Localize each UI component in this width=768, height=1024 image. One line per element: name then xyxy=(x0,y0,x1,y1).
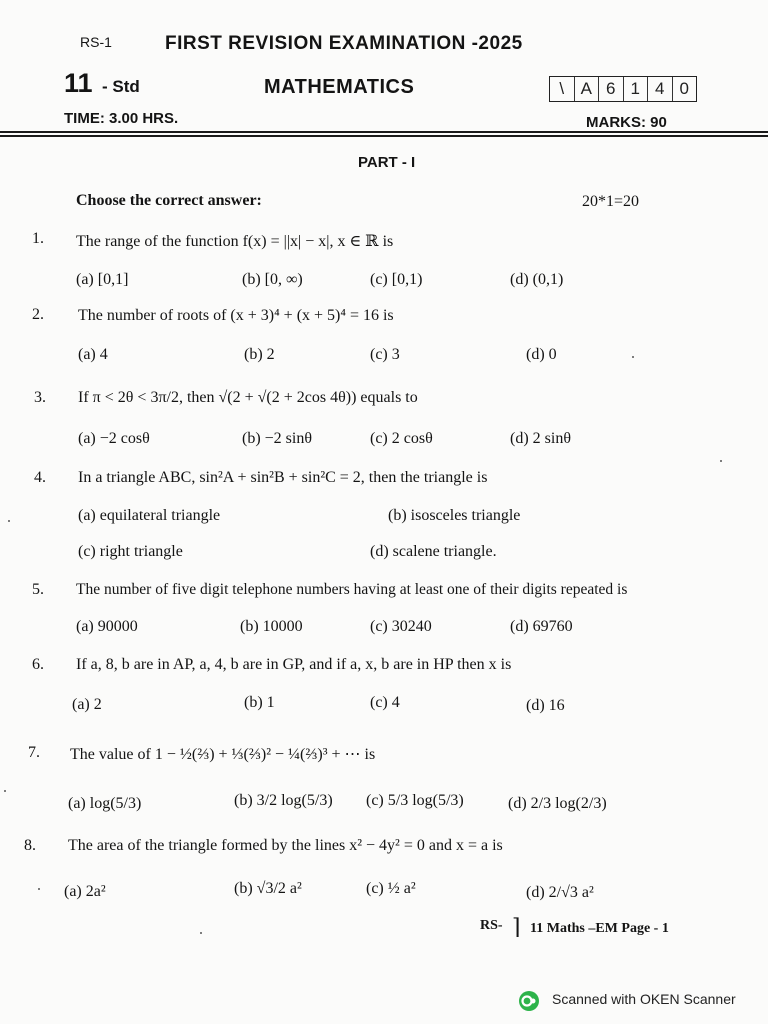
option-a: (a) −2 cosθ xyxy=(78,430,150,447)
scan-speck xyxy=(200,932,202,934)
option-c: (c) right triangle xyxy=(78,543,183,560)
question-text: In a triangle ABC, sin²A + sin²B + sin²C = 2, then the triangle is xyxy=(78,469,488,486)
question-text: The number of roots of (x + 3)⁴ + (x + 5)⁴ = 16 is xyxy=(78,307,394,324)
question-number: 8. xyxy=(24,837,36,854)
question-number: 5. xyxy=(32,581,44,598)
option-c: (c) [0,1) xyxy=(370,271,423,288)
option-d: (d) 16 xyxy=(526,697,565,714)
option-c: (c) 3 xyxy=(370,346,400,363)
register-digit: A xyxy=(574,77,599,101)
register-digit: 0 xyxy=(672,77,697,101)
option-a: (a) [0,1] xyxy=(76,271,129,288)
option-b: (b) 2 xyxy=(244,346,275,363)
question-text: If a, 8, b are in AP, a, 4, b are in GP, and if a, x, b are in HP then x is xyxy=(76,656,512,673)
header-divider xyxy=(0,135,768,137)
instructions: Choose the correct answer: xyxy=(76,192,262,209)
option-c: (c) 2 cosθ xyxy=(370,430,433,447)
scan-speck xyxy=(38,888,40,890)
option-d: (d) 2/3 log(2/3) xyxy=(508,795,607,812)
option-a: (a) 2 xyxy=(72,696,102,713)
question-text: The area of the triangle formed by the lines x² − 4y² = 0 and x = a is xyxy=(68,837,503,854)
scan-speck xyxy=(632,356,634,358)
option-b: (b) [0, ∞) xyxy=(242,271,303,288)
option-c: (c) 5/3 log(5/3) xyxy=(366,792,464,809)
option-d: (d) 2/√3 a² xyxy=(526,884,594,901)
register-digit: 1 xyxy=(623,77,648,101)
footer-code: RS- xyxy=(480,918,503,933)
exam-title: FIRST REVISION EXAMINATION -2025 xyxy=(165,33,523,54)
scan-speck xyxy=(720,460,722,462)
question-text: The value of 1 − ½(⅔) + ⅓(⅔)² − ¼(⅔)³ + ⋯ is xyxy=(70,746,376,763)
option-d: (d) 69760 xyxy=(510,618,573,635)
option-a: (a) 4 xyxy=(78,346,108,363)
part-heading: PART - I xyxy=(358,154,416,171)
register-digit: \ xyxy=(559,79,565,98)
question-number: 3. xyxy=(34,389,46,406)
question-number: 7. xyxy=(28,744,40,761)
page-label: 11 Maths –EM Page - 1 xyxy=(530,921,669,936)
option-d: (d) 0 xyxy=(526,346,557,363)
header-divider xyxy=(0,131,768,133)
option-a: (a) log(5/3) xyxy=(68,795,142,812)
question-text: The range of the function f(x) = ||x| − x|, x ∈ ℝ is xyxy=(76,233,394,250)
standard-number: 11 xyxy=(64,68,93,98)
question-number: 2. xyxy=(32,306,44,323)
option-d: (d) (0,1) xyxy=(510,271,564,288)
option-c: (c) 4 xyxy=(370,694,400,711)
exam-time: TIME: 3.00 HRS. xyxy=(64,110,179,127)
option-d: (d) scalene triangle. xyxy=(370,543,497,560)
option-d: (d) 2 sinθ xyxy=(510,430,571,447)
question-number: 4. xyxy=(34,469,46,486)
subject-title: MATHEMATICS xyxy=(264,76,415,98)
option-b: (b) isosceles triangle xyxy=(388,507,521,524)
standard-label: - Std xyxy=(102,77,140,96)
scanner-watermark: Scanned with OKEN Scanner xyxy=(552,991,736,1007)
question-text: The number of five digit telephone numbers having at least one of their digits repeated is xyxy=(76,581,628,598)
register-digit: 6 xyxy=(598,77,623,101)
scan-speck xyxy=(8,520,10,522)
question-number: 6. xyxy=(32,656,44,673)
option-b: (b) 3/2 log(5/3) xyxy=(234,792,333,809)
exam-code: RS-1 xyxy=(80,34,112,50)
option-b: (b) √3/2 a² xyxy=(234,880,302,897)
scanner-logo-icon xyxy=(518,990,540,1012)
option-b: (b) 10000 xyxy=(240,618,303,635)
register-digit: 4 xyxy=(647,77,672,101)
score-scheme: 20*1=20 xyxy=(582,193,640,210)
option-a: (a) 90000 xyxy=(76,618,138,635)
option-b: (b) −2 sinθ xyxy=(242,430,313,447)
register-number-box xyxy=(549,76,697,102)
option-a: (a) 2a² xyxy=(64,883,106,900)
footer-bracket-mark: ⌉ xyxy=(512,914,521,939)
option-a: (a) equilateral triangle xyxy=(78,507,221,524)
option-c: (c) ½ a² xyxy=(366,880,416,897)
option-b: (b) 1 xyxy=(244,694,275,711)
scan-speck xyxy=(4,790,6,792)
question-text: If π < 2θ < 3π/2, then √(2 + √(2 + 2cos 4θ)) equals to xyxy=(78,389,418,406)
exam-marks: MARKS: 90 xyxy=(586,114,667,131)
question-number: 1. xyxy=(32,230,44,247)
option-c: (c) 30240 xyxy=(370,618,432,635)
